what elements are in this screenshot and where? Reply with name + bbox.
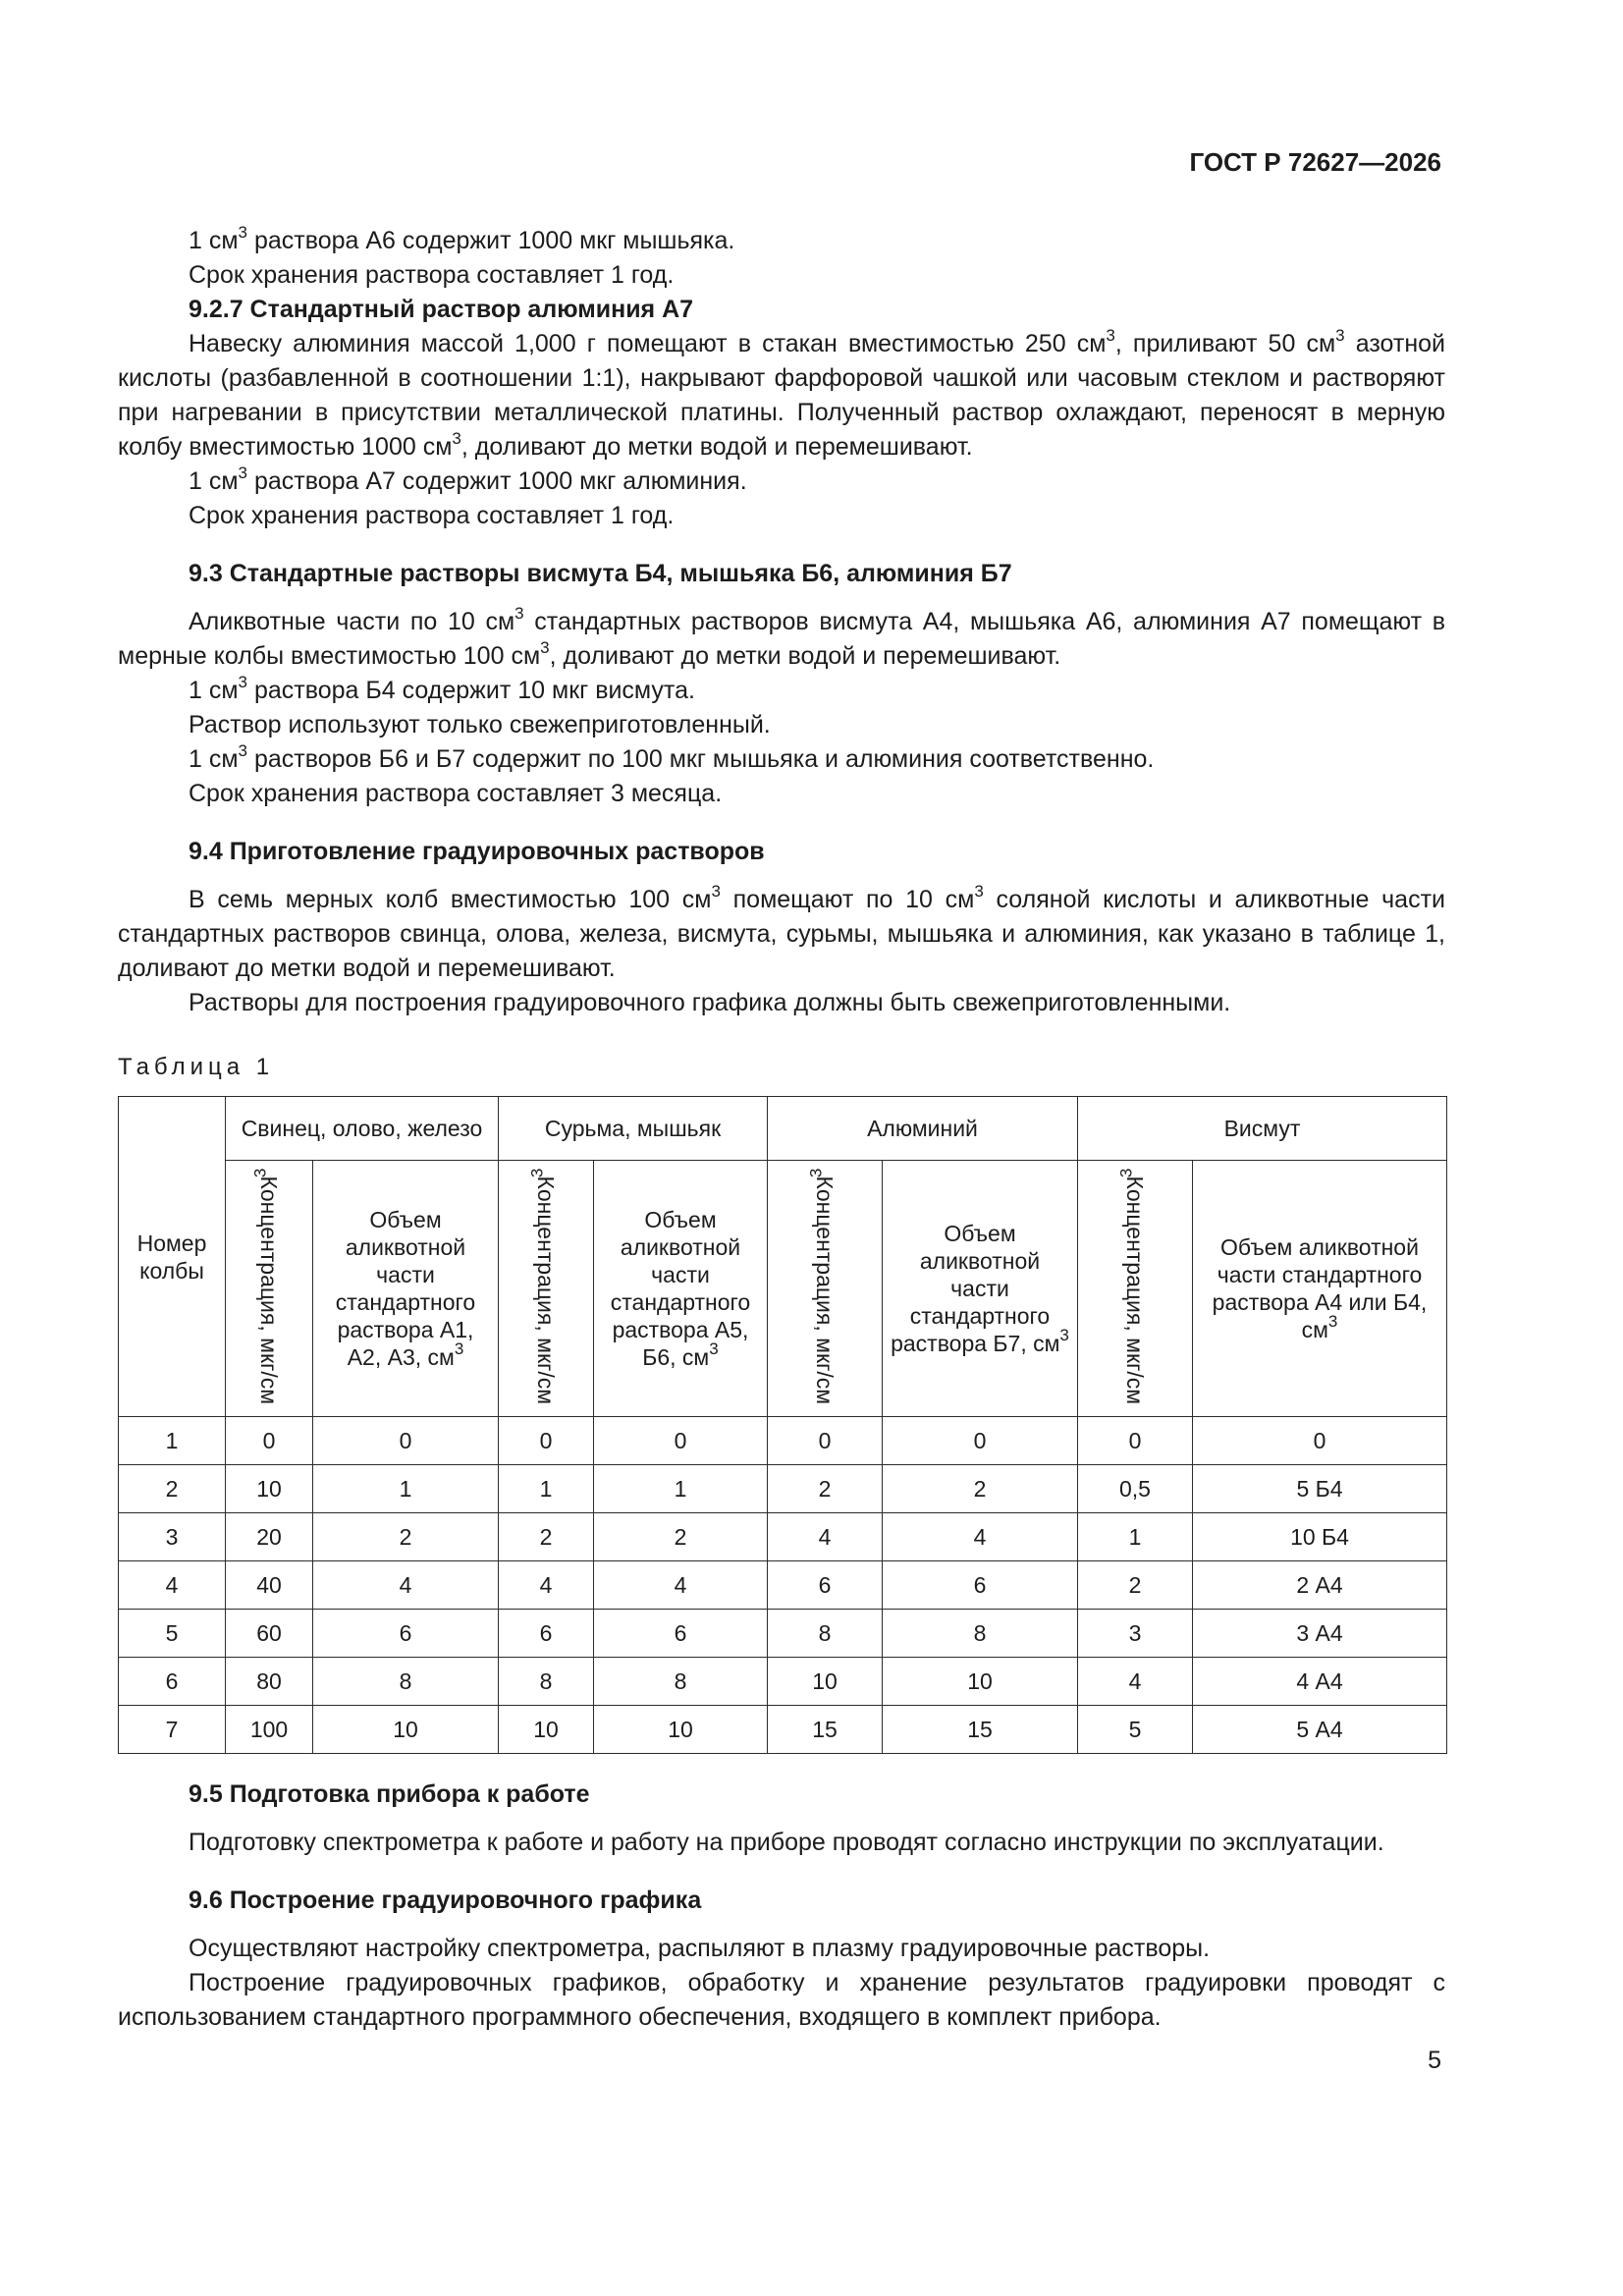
table-cell: 0 <box>1078 1417 1193 1465</box>
paragraph: Срок хранения раствора составляет 1 год. <box>189 261 675 289</box>
table-cell: 1 <box>313 1465 499 1513</box>
table-cell: 15 <box>883 1706 1078 1754</box>
table-cell: 4 А4 <box>1193 1658 1447 1706</box>
table-cell: 5 Б4 <box>1193 1465 1447 1513</box>
table-cell: 1 <box>1078 1513 1193 1561</box>
concentration-header: Концентрация, мкг/$см^3$ <box>768 1161 883 1417</box>
table-row <box>119 1561 1447 1610</box>
volume-header: Объем аликвотной части стандартного раствора А1, А2, А3, $см^3$ <box>313 1161 499 1417</box>
table-cell: 4 <box>313 1561 499 1610</box>
group-header: Свинец, олово, железо <box>226 1097 499 1161</box>
table-cell: 6 <box>594 1610 768 1658</box>
table-cell: 6 <box>768 1561 883 1610</box>
table-row <box>119 1465 1447 1513</box>
standard-designation: ГОСТ Р 72627—2026 <box>1189 147 1441 177</box>
volume-header: Объем аликвотной части стандартного раствора А5, Б6, $см^3$ <box>594 1161 768 1417</box>
table-cell: 8 <box>313 1658 499 1706</box>
table-cell: 10 <box>313 1706 499 1754</box>
table-cell: 4 <box>1078 1658 1193 1706</box>
table-cell: 10 <box>226 1465 313 1513</box>
table-caption: Таблица 1 <box>118 1054 275 1080</box>
paragraph: Навеску алюминия массой 1,000 г помещают в стакан вместимостью 250 $см^3$, приливают 50 $см^3$ азотной кислоты (разбавленной в соотношении 1:1), накрывают фарфоровой чашкой или часовым стеклом и растворяют при нагревании в присутствии металлической платины. Полученный раствор охлаждают, переносят в мерную колбу вместимостью 1000 $см^3$, доливают до метки водой и перемешивают. <box>118 325 1446 461</box>
paragraph: 1 $см^3$ раствора А7 содержит 1000 мкг алюминия. <box>189 463 747 495</box>
group-header: Висмут <box>1078 1097 1447 1161</box>
table-cell: 2 <box>768 1465 883 1513</box>
table-cell: 4 <box>499 1561 594 1610</box>
table-cell: 6 <box>119 1658 226 1706</box>
table-cell: 15 <box>768 1706 883 1754</box>
table-cell: 8 <box>768 1610 883 1658</box>
table-cell: 10 <box>594 1706 768 1754</box>
paragraph: Построение градуировочных графиков, обработку и хранение результатов градуировки проводят с использованием стандартного программного обеспечения, входящего в комплект прибора. <box>118 1969 1445 2031</box>
section-heading-9-4: 9.4 Приготовление градуировочных растворов <box>189 838 765 865</box>
table-cell: 0 <box>883 1417 1078 1465</box>
paragraph: Растворы для построения градуировочного графика должны быть свежеприготовленными. <box>189 989 1231 1016</box>
table-cell: 6 <box>313 1610 499 1658</box>
table-cell: 0 <box>768 1417 883 1465</box>
paragraph: 1 $см^3$ раствора Б4 содержит 10 мкг висмута. <box>189 672 695 704</box>
table-cell: 20 <box>226 1513 313 1561</box>
table-row <box>119 1417 1447 1465</box>
table-cell: 5 <box>1078 1706 1193 1754</box>
flask-number-header: Номер колбы <box>119 1097 226 1417</box>
paragraph: 1 $см^3$ растворов Б6 и Б7 содержит по 100 мкг мышьяка и алюминия соответственно. <box>189 740 1155 773</box>
table-row <box>119 1658 1447 1706</box>
paragraph: 1 $см^3$ раствора А6 содержит 1000 мкг мышьяка. <box>189 222 735 254</box>
table-cell: 10 <box>768 1658 883 1706</box>
table-cell: 7 <box>119 1706 226 1754</box>
page-number: 5 <box>1428 2047 1441 2074</box>
table-cell: 10 <box>883 1658 1078 1706</box>
table-cell: 8 <box>594 1658 768 1706</box>
section-heading-9-6: 9.6 Построение градуировочного графика <box>189 1886 702 1914</box>
table-cell: 60 <box>226 1610 313 1658</box>
spacer <box>118 1860 1445 1884</box>
spacer <box>118 533 1445 557</box>
table-cell: 0 <box>226 1417 313 1465</box>
table-cell: 2 <box>1078 1561 1193 1610</box>
spacer <box>118 1754 1445 1777</box>
spacer <box>118 1812 1445 1826</box>
spacer <box>118 1918 1445 1932</box>
table-cell: 2 А4 <box>1193 1561 1447 1610</box>
spacer <box>118 591 1445 605</box>
table-cell: 4 <box>768 1513 883 1561</box>
table-cell: 3 <box>119 1513 226 1561</box>
group-header: Алюминий <box>768 1097 1078 1161</box>
page-content <box>118 224 1445 2035</box>
table-cell: 5 А4 <box>1193 1706 1447 1754</box>
table-cell: 8 <box>499 1658 594 1706</box>
volume-header: Объем аликвотной части стандартного раствора А4 или Б4, $см^3$ <box>1193 1161 1447 1417</box>
table-cell: 2 <box>499 1513 594 1561</box>
spacer <box>118 811 1445 835</box>
table-cell: 0 <box>1193 1417 1447 1465</box>
table-row <box>119 1513 1447 1561</box>
table-cell: 0,5 <box>1078 1465 1193 1513</box>
table-cell: 1 <box>119 1417 226 1465</box>
table-cell: 80 <box>226 1658 313 1706</box>
table-cell: 3 <box>1078 1610 1193 1658</box>
concentration-header: Концентрация, мкг/$см^3$ <box>226 1161 313 1417</box>
section-heading-9-2-7: 9.2.7 Стандартный раствор алюминия А7 <box>189 296 694 323</box>
table-cell: 4 <box>119 1561 226 1610</box>
volume-header: Объем аликвотной части стандартного раствора Б7, $см^3$ <box>883 1161 1078 1417</box>
table-cell: 10 Б4 <box>1193 1513 1447 1561</box>
table-cell: 5 <box>119 1610 226 1658</box>
table-cell: 2 <box>594 1513 768 1561</box>
table-row <box>119 1706 1447 1754</box>
table-cell: 8 <box>883 1610 1078 1658</box>
table-cell: 6 <box>883 1561 1078 1610</box>
table-cell: 0 <box>594 1417 768 1465</box>
paragraph: Срок хранения раствора составляет 1 год. <box>189 502 675 529</box>
table-cell: 0 <box>313 1417 499 1465</box>
table-cell: 4 <box>883 1513 1078 1561</box>
paragraph: В семь мерных колб вместимостью 100 $см^3$ помещают по 10 $см^3$ соляной кислоты и аликвотные части стандартных растворов свинца, олова, железа, висмута, сурьмы, мышьяка и алюминия, как указано в таблице 1, доливают до метки водой и перемешивают. <box>118 881 1445 982</box>
concentration-header: Концентрация, мкг/$см^3$ <box>499 1161 594 1417</box>
table-cell: 0 <box>499 1417 594 1465</box>
table-cell: 2 <box>883 1465 1078 1513</box>
paragraph: Подготовку спектрометра к работе и работу на приборе проводят согласно инструкции по эксплуатации. <box>189 1829 1384 1856</box>
table-cell: 3 А4 <box>1193 1610 1447 1658</box>
table-cell: 4 <box>594 1561 768 1610</box>
table-cell: 100 <box>226 1706 313 1754</box>
table-cell: 1 <box>594 1465 768 1513</box>
paragraph: Срок хранения раствора составляет 3 месяца. <box>189 780 723 807</box>
table-cell: 2 <box>313 1513 499 1561</box>
table-cell: 1 <box>499 1465 594 1513</box>
paragraph: Раствор используют только свежеприготовленный. <box>189 711 771 738</box>
spacer <box>118 869 1445 883</box>
concentration-header: Концентрация, мкг/$см^3$ <box>1078 1161 1193 1417</box>
table-cell: 40 <box>226 1561 313 1610</box>
table-cell: 6 <box>499 1610 594 1658</box>
group-header: Сурьма, мышьяк <box>499 1097 768 1161</box>
paragraph: Осуществляют настройку спектрометра, распыляют в плазму градуировочные растворы. <box>189 1935 1211 1962</box>
section-heading-9-5: 9.5 Подготовка прибора к работе <box>189 1780 590 1808</box>
table-cell: 2 <box>119 1465 226 1513</box>
table-cell: 10 <box>499 1706 594 1754</box>
section-heading-9-3: 9.3 Стандартные растворы висмута Б4, мышьяка Б6, алюминия Б7 <box>189 560 1012 587</box>
calibration-table <box>118 1096 1447 1754</box>
table-row <box>119 1610 1447 1658</box>
paragraph: Аликвотные части по 10 $см^3$ стандартных растворов висмута А4, мышьяка А6, алюминия А7 помещают в мерные колбы вместимостью 100 $см^3$, доливают до метки водой и перемешивают. <box>118 603 1445 670</box>
